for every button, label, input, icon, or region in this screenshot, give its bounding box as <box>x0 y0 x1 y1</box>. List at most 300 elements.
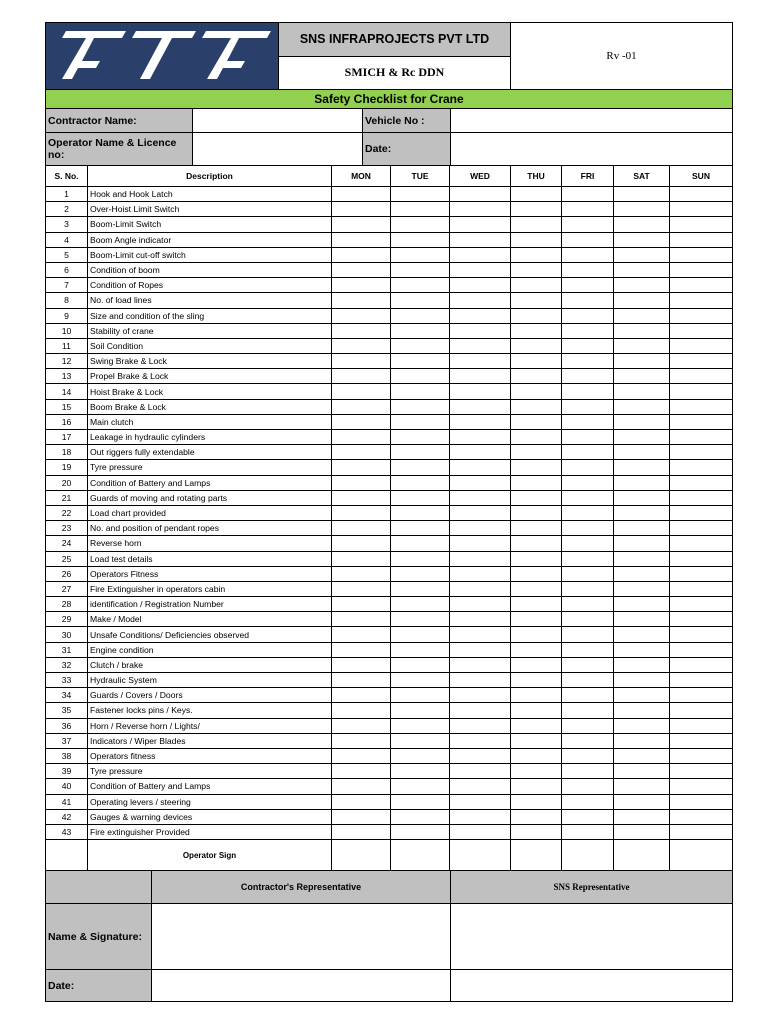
check-cell-sat[interactable] <box>614 809 670 824</box>
check-cell-mon[interactable] <box>332 247 391 262</box>
check-cell-tue[interactable] <box>391 475 450 490</box>
check-cell-wed[interactable] <box>450 657 511 672</box>
check-cell-tue[interactable] <box>391 718 450 733</box>
check-cell-sun[interactable] <box>670 202 733 217</box>
check-cell-fri[interactable] <box>562 627 614 642</box>
check-cell-tue[interactable] <box>391 278 450 293</box>
check-cell-sat[interactable] <box>614 232 670 247</box>
check-cell-mon[interactable] <box>332 703 391 718</box>
check-cell-thu[interactable] <box>511 627 562 642</box>
check-cell-wed[interactable] <box>450 824 511 839</box>
operator-licence-field[interactable] <box>193 133 363 166</box>
check-cell-wed[interactable] <box>450 323 511 338</box>
check-cell-fri[interactable] <box>562 521 614 536</box>
check-cell-thu[interactable] <box>511 536 562 551</box>
check-cell-tue[interactable] <box>391 369 450 384</box>
check-cell-mon[interactable] <box>332 597 391 612</box>
check-cell-thu[interactable] <box>511 521 562 536</box>
check-cell-tue[interactable] <box>391 597 450 612</box>
check-cell-thu[interactable] <box>511 688 562 703</box>
check-cell-tue[interactable] <box>391 764 450 779</box>
check-cell-sun[interactable] <box>670 278 733 293</box>
check-cell-thu[interactable] <box>511 764 562 779</box>
check-cell-sun[interactable] <box>670 475 733 490</box>
check-cell-thu[interactable] <box>511 278 562 293</box>
check-cell-thu[interactable] <box>511 703 562 718</box>
check-cell-sat[interactable] <box>614 384 670 399</box>
check-cell-tue[interactable] <box>391 642 450 657</box>
check-cell-sat[interactable] <box>614 703 670 718</box>
check-cell-mon[interactable] <box>332 673 391 688</box>
check-cell-tue[interactable] <box>391 460 450 475</box>
check-cell-mon[interactable] <box>332 187 391 202</box>
check-cell-wed[interactable] <box>450 293 511 308</box>
check-cell-sat[interactable] <box>614 612 670 627</box>
check-cell-tue[interactable] <box>391 490 450 505</box>
check-cell-fri[interactable] <box>562 247 614 262</box>
check-cell-tue[interactable] <box>391 414 450 429</box>
check-cell-mon[interactable] <box>332 414 391 429</box>
check-cell-wed[interactable] <box>450 187 511 202</box>
check-cell-mon[interactable] <box>332 278 391 293</box>
check-cell-mon[interactable] <box>332 566 391 581</box>
check-cell-sun[interactable] <box>670 187 733 202</box>
check-cell-sun[interactable] <box>670 703 733 718</box>
check-cell-tue[interactable] <box>391 247 450 262</box>
check-cell-sat[interactable] <box>614 566 670 581</box>
check-cell-mon[interactable] <box>332 384 391 399</box>
check-cell-sat[interactable] <box>614 354 670 369</box>
check-cell-thu[interactable] <box>511 733 562 748</box>
check-cell-sat[interactable] <box>614 293 670 308</box>
check-cell-thu[interactable] <box>511 475 562 490</box>
check-cell-wed[interactable] <box>450 718 511 733</box>
check-cell-tue[interactable] <box>391 445 450 460</box>
check-cell-sun[interactable] <box>670 688 733 703</box>
check-cell-sun[interactable] <box>670 809 733 824</box>
check-cell-tue[interactable] <box>391 399 450 414</box>
check-cell-thu[interactable] <box>511 794 562 809</box>
check-cell-thu[interactable] <box>511 308 562 323</box>
check-cell-fri[interactable] <box>562 414 614 429</box>
check-cell-thu[interactable] <box>511 597 562 612</box>
check-cell-fri[interactable] <box>562 551 614 566</box>
check-cell-wed[interactable] <box>450 627 511 642</box>
check-cell-sat[interactable] <box>614 278 670 293</box>
check-cell-sat[interactable] <box>614 824 670 839</box>
check-cell-sat[interactable] <box>614 217 670 232</box>
check-cell-mon[interactable] <box>332 581 391 596</box>
check-cell-wed[interactable] <box>450 581 511 596</box>
check-cell-sun[interactable] <box>670 642 733 657</box>
check-cell-sat[interactable] <box>614 673 670 688</box>
check-cell-sun[interactable] <box>670 217 733 232</box>
check-cell-sat[interactable] <box>614 536 670 551</box>
check-cell-sun[interactable] <box>670 521 733 536</box>
check-cell-tue[interactable] <box>391 384 450 399</box>
info-date-field[interactable] <box>451 133 733 166</box>
check-cell-sat[interactable] <box>614 308 670 323</box>
check-cell-wed[interactable] <box>450 430 511 445</box>
check-cell-fri[interactable] <box>562 733 614 748</box>
check-cell-sun[interactable] <box>670 430 733 445</box>
check-cell-sun[interactable] <box>670 718 733 733</box>
check-cell-thu[interactable] <box>511 445 562 460</box>
check-cell-sun[interactable] <box>670 354 733 369</box>
check-cell-mon[interactable] <box>332 430 391 445</box>
check-cell-tue[interactable] <box>391 627 450 642</box>
check-cell-fri[interactable] <box>562 597 614 612</box>
check-cell-sun[interactable] <box>670 612 733 627</box>
check-cell-fri[interactable] <box>562 308 614 323</box>
check-cell-wed[interactable] <box>450 399 511 414</box>
check-cell-mon[interactable] <box>332 460 391 475</box>
check-cell-mon[interactable] <box>332 779 391 794</box>
check-cell-tue[interactable] <box>391 824 450 839</box>
check-cell-wed[interactable] <box>450 764 511 779</box>
check-cell-fri[interactable] <box>562 384 614 399</box>
operator-sign-mon[interactable] <box>332 840 391 871</box>
check-cell-mon[interactable] <box>332 505 391 520</box>
check-cell-mon[interactable] <box>332 293 391 308</box>
check-cell-thu[interactable] <box>511 551 562 566</box>
check-cell-sat[interactable] <box>614 764 670 779</box>
check-cell-thu[interactable] <box>511 460 562 475</box>
check-cell-thu[interactable] <box>511 323 562 338</box>
check-cell-mon[interactable] <box>332 399 391 414</box>
check-cell-wed[interactable] <box>450 262 511 277</box>
check-cell-sun[interactable] <box>670 445 733 460</box>
check-cell-mon[interactable] <box>332 308 391 323</box>
check-cell-fri[interactable] <box>562 430 614 445</box>
check-cell-tue[interactable] <box>391 779 450 794</box>
check-cell-sun[interactable] <box>670 824 733 839</box>
check-cell-fri[interactable] <box>562 642 614 657</box>
check-cell-sun[interactable] <box>670 323 733 338</box>
check-cell-sun[interactable] <box>670 414 733 429</box>
operator-sign-tue[interactable] <box>391 840 450 871</box>
check-cell-mon[interactable] <box>332 232 391 247</box>
check-cell-wed[interactable] <box>450 278 511 293</box>
check-cell-sun[interactable] <box>670 308 733 323</box>
check-cell-thu[interactable] <box>511 657 562 672</box>
check-cell-fri[interactable] <box>562 764 614 779</box>
check-cell-thu[interactable] <box>511 642 562 657</box>
check-cell-tue[interactable] <box>391 688 450 703</box>
check-cell-sun[interactable] <box>670 733 733 748</box>
check-cell-sat[interactable] <box>614 748 670 763</box>
check-cell-sun[interactable] <box>670 673 733 688</box>
check-cell-sun[interactable] <box>670 338 733 353</box>
operator-sign-thu[interactable] <box>511 840 562 871</box>
check-cell-wed[interactable] <box>450 369 511 384</box>
check-cell-tue[interactable] <box>391 308 450 323</box>
check-cell-mon[interactable] <box>332 642 391 657</box>
check-cell-thu[interactable] <box>511 430 562 445</box>
check-cell-tue[interactable] <box>391 673 450 688</box>
check-cell-tue[interactable] <box>391 232 450 247</box>
check-cell-thu[interactable] <box>511 748 562 763</box>
check-cell-sun[interactable] <box>670 293 733 308</box>
check-cell-tue[interactable] <box>391 217 450 232</box>
check-cell-sat[interactable] <box>614 627 670 642</box>
check-cell-mon[interactable] <box>332 612 391 627</box>
check-cell-sun[interactable] <box>670 794 733 809</box>
check-cell-sat[interactable] <box>614 521 670 536</box>
check-cell-fri[interactable] <box>562 217 614 232</box>
check-cell-sat[interactable] <box>614 460 670 475</box>
check-cell-tue[interactable] <box>391 748 450 763</box>
check-cell-tue[interactable] <box>391 521 450 536</box>
check-cell-mon[interactable] <box>332 718 391 733</box>
check-cell-tue[interactable] <box>391 536 450 551</box>
check-cell-sun[interactable] <box>670 247 733 262</box>
check-cell-fri[interactable] <box>562 293 614 308</box>
check-cell-fri[interactable] <box>562 581 614 596</box>
check-cell-thu[interactable] <box>511 505 562 520</box>
check-cell-sat[interactable] <box>614 369 670 384</box>
check-cell-sat[interactable] <box>614 247 670 262</box>
check-cell-mon[interactable] <box>332 323 391 338</box>
check-cell-thu[interactable] <box>511 247 562 262</box>
operator-sign-sun[interactable] <box>670 840 733 871</box>
check-cell-fri[interactable] <box>562 354 614 369</box>
check-cell-tue[interactable] <box>391 323 450 338</box>
check-cell-tue[interactable] <box>391 354 450 369</box>
check-cell-sat[interactable] <box>614 657 670 672</box>
check-cell-sun[interactable] <box>670 384 733 399</box>
check-cell-fri[interactable] <box>562 338 614 353</box>
check-cell-fri[interactable] <box>562 399 614 414</box>
check-cell-fri[interactable] <box>562 323 614 338</box>
check-cell-fri[interactable] <box>562 688 614 703</box>
check-cell-mon[interactable] <box>332 445 391 460</box>
check-cell-wed[interactable] <box>450 703 511 718</box>
check-cell-mon[interactable] <box>332 733 391 748</box>
check-cell-wed[interactable] <box>450 232 511 247</box>
operator-sign-fri[interactable] <box>562 840 614 871</box>
check-cell-mon[interactable] <box>332 217 391 232</box>
check-cell-sun[interactable] <box>670 369 733 384</box>
check-cell-fri[interactable] <box>562 566 614 581</box>
check-cell-fri[interactable] <box>562 809 614 824</box>
check-cell-sat[interactable] <box>614 187 670 202</box>
check-cell-sun[interactable] <box>670 566 733 581</box>
check-cell-thu[interactable] <box>511 673 562 688</box>
check-cell-wed[interactable] <box>450 597 511 612</box>
check-cell-wed[interactable] <box>450 733 511 748</box>
check-cell-thu[interactable] <box>511 202 562 217</box>
check-cell-mon[interactable] <box>332 794 391 809</box>
check-cell-sun[interactable] <box>670 262 733 277</box>
check-cell-fri[interactable] <box>562 794 614 809</box>
check-cell-mon[interactable] <box>332 809 391 824</box>
sns-signature-field[interactable] <box>451 904 733 970</box>
contractor-name-field[interactable] <box>193 109 363 133</box>
check-cell-wed[interactable] <box>450 779 511 794</box>
sns-date-field[interactable] <box>451 970 733 1002</box>
check-cell-sun[interactable] <box>670 627 733 642</box>
check-cell-tue[interactable] <box>391 262 450 277</box>
check-cell-sat[interactable] <box>614 475 670 490</box>
check-cell-tue[interactable] <box>391 551 450 566</box>
check-cell-sun[interactable] <box>670 779 733 794</box>
check-cell-tue[interactable] <box>391 657 450 672</box>
check-cell-tue[interactable] <box>391 703 450 718</box>
check-cell-sun[interactable] <box>670 748 733 763</box>
check-cell-fri[interactable] <box>562 612 614 627</box>
check-cell-fri[interactable] <box>562 262 614 277</box>
check-cell-sun[interactable] <box>670 657 733 672</box>
check-cell-fri[interactable] <box>562 475 614 490</box>
check-cell-thu[interactable] <box>511 369 562 384</box>
check-cell-wed[interactable] <box>450 475 511 490</box>
check-cell-fri[interactable] <box>562 445 614 460</box>
check-cell-thu[interactable] <box>511 217 562 232</box>
check-cell-tue[interactable] <box>391 612 450 627</box>
check-cell-thu[interactable] <box>511 490 562 505</box>
check-cell-mon[interactable] <box>332 627 391 642</box>
check-cell-mon[interactable] <box>332 369 391 384</box>
check-cell-mon[interactable] <box>332 536 391 551</box>
check-cell-tue[interactable] <box>391 187 450 202</box>
check-cell-fri[interactable] <box>562 748 614 763</box>
check-cell-mon[interactable] <box>332 354 391 369</box>
check-cell-thu[interactable] <box>511 187 562 202</box>
check-cell-mon[interactable] <box>332 748 391 763</box>
check-cell-wed[interactable] <box>450 354 511 369</box>
check-cell-fri[interactable] <box>562 505 614 520</box>
check-cell-sat[interactable] <box>614 551 670 566</box>
check-cell-mon[interactable] <box>332 262 391 277</box>
operator-sign-sat[interactable] <box>614 840 670 871</box>
check-cell-sat[interactable] <box>614 718 670 733</box>
check-cell-sat[interactable] <box>614 430 670 445</box>
check-cell-sat[interactable] <box>614 338 670 353</box>
check-cell-fri[interactable] <box>562 490 614 505</box>
check-cell-sun[interactable] <box>670 490 733 505</box>
check-cell-sat[interactable] <box>614 490 670 505</box>
check-cell-tue[interactable] <box>391 581 450 596</box>
check-cell-tue[interactable] <box>391 202 450 217</box>
check-cell-mon[interactable] <box>332 824 391 839</box>
check-cell-thu[interactable] <box>511 384 562 399</box>
check-cell-mon[interactable] <box>332 521 391 536</box>
check-cell-tue[interactable] <box>391 794 450 809</box>
check-cell-tue[interactable] <box>391 809 450 824</box>
check-cell-tue[interactable] <box>391 566 450 581</box>
check-cell-sat[interactable] <box>614 794 670 809</box>
check-cell-fri[interactable] <box>562 703 614 718</box>
check-cell-mon[interactable] <box>332 688 391 703</box>
check-cell-sat[interactable] <box>614 642 670 657</box>
check-cell-wed[interactable] <box>450 536 511 551</box>
check-cell-wed[interactable] <box>450 612 511 627</box>
check-cell-wed[interactable] <box>450 688 511 703</box>
check-cell-wed[interactable] <box>450 445 511 460</box>
check-cell-sun[interactable] <box>670 764 733 779</box>
check-cell-thu[interactable] <box>511 293 562 308</box>
check-cell-fri[interactable] <box>562 369 614 384</box>
check-cell-wed[interactable] <box>450 202 511 217</box>
check-cell-fri[interactable] <box>562 673 614 688</box>
check-cell-fri[interactable] <box>562 779 614 794</box>
check-cell-thu[interactable] <box>511 566 562 581</box>
check-cell-sun[interactable] <box>670 536 733 551</box>
check-cell-wed[interactable] <box>450 414 511 429</box>
check-cell-mon[interactable] <box>332 764 391 779</box>
check-cell-sun[interactable] <box>670 581 733 596</box>
check-cell-wed[interactable] <box>450 642 511 657</box>
check-cell-sat[interactable] <box>614 323 670 338</box>
check-cell-sat[interactable] <box>614 779 670 794</box>
check-cell-fri[interactable] <box>562 202 614 217</box>
check-cell-mon[interactable] <box>332 475 391 490</box>
check-cell-thu[interactable] <box>511 809 562 824</box>
check-cell-sat[interactable] <box>614 414 670 429</box>
check-cell-sat[interactable] <box>614 445 670 460</box>
check-cell-sun[interactable] <box>670 551 733 566</box>
check-cell-sat[interactable] <box>614 399 670 414</box>
check-cell-mon[interactable] <box>332 490 391 505</box>
check-cell-sat[interactable] <box>614 597 670 612</box>
check-cell-thu[interactable] <box>511 612 562 627</box>
check-cell-sun[interactable] <box>670 597 733 612</box>
check-cell-sat[interactable] <box>614 202 670 217</box>
check-cell-tue[interactable] <box>391 293 450 308</box>
check-cell-fri[interactable] <box>562 824 614 839</box>
check-cell-wed[interactable] <box>450 505 511 520</box>
check-cell-tue[interactable] <box>391 338 450 353</box>
check-cell-fri[interactable] <box>562 657 614 672</box>
check-cell-mon[interactable] <box>332 202 391 217</box>
check-cell-mon[interactable] <box>332 657 391 672</box>
check-cell-sat[interactable] <box>614 733 670 748</box>
check-cell-fri[interactable] <box>562 460 614 475</box>
check-cell-thu[interactable] <box>511 718 562 733</box>
check-cell-mon[interactable] <box>332 551 391 566</box>
check-cell-wed[interactable] <box>450 521 511 536</box>
check-cell-tue[interactable] <box>391 505 450 520</box>
check-cell-thu[interactable] <box>511 824 562 839</box>
check-cell-wed[interactable] <box>450 460 511 475</box>
contractor-date-field[interactable] <box>152 970 451 1002</box>
check-cell-wed[interactable] <box>450 308 511 323</box>
check-cell-tue[interactable] <box>391 733 450 748</box>
check-cell-sun[interactable] <box>670 460 733 475</box>
check-cell-wed[interactable] <box>450 338 511 353</box>
check-cell-sun[interactable] <box>670 232 733 247</box>
check-cell-fri[interactable] <box>562 232 614 247</box>
check-cell-wed[interactable] <box>450 794 511 809</box>
check-cell-wed[interactable] <box>450 809 511 824</box>
check-cell-wed[interactable] <box>450 384 511 399</box>
check-cell-fri[interactable] <box>562 536 614 551</box>
check-cell-fri[interactable] <box>562 718 614 733</box>
check-cell-sat[interactable] <box>614 581 670 596</box>
check-cell-wed[interactable] <box>450 490 511 505</box>
check-cell-thu[interactable] <box>511 338 562 353</box>
check-cell-thu[interactable] <box>511 399 562 414</box>
check-cell-thu[interactable] <box>511 779 562 794</box>
check-cell-sun[interactable] <box>670 399 733 414</box>
check-cell-thu[interactable] <box>511 354 562 369</box>
check-cell-thu[interactable] <box>511 414 562 429</box>
check-cell-sat[interactable] <box>614 505 670 520</box>
contractor-signature-field[interactable] <box>152 904 451 970</box>
check-cell-thu[interactable] <box>511 581 562 596</box>
check-cell-mon[interactable] <box>332 338 391 353</box>
